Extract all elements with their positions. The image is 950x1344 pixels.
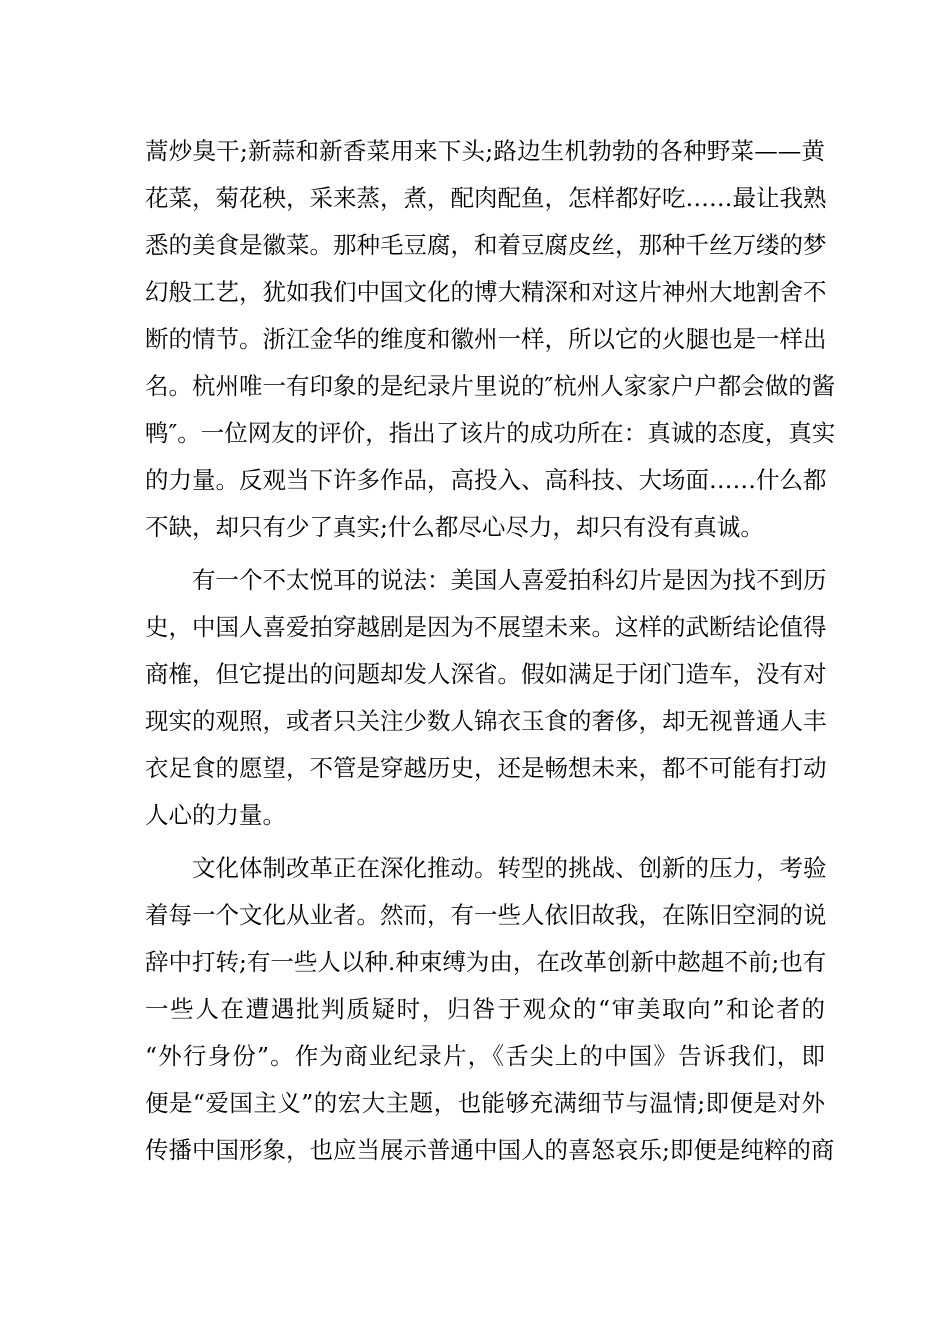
text-line: 商榷，但它提出的问题却发人深省。假如满足于闭门造车，没有对 xyxy=(145,660,827,688)
text-line: 的力量。反观当下许多作品，高投入、高科技、大场面……什么都 xyxy=(145,466,827,494)
text-line: 悉的美食是徽菜。那种毛豆腐，和着豆腐皮丝，那种千丝万缕的梦 xyxy=(145,231,827,259)
text-line: 鸭″。一位网友的评价，指出了该片的成功所在：真诚的态度，真实 xyxy=(145,419,836,447)
text-line: 衣足食的愿望，不管是穿越历史，还是畅想未来，都不可能有打动 xyxy=(145,754,827,782)
text-line: 传播中国形象，也应当展示普通中国人的喜怒哀乐;即便是纯粹的商 xyxy=(145,1136,835,1164)
text-line: 花菜，菊花秧，采来蒸，煮，配肉配鱼，怎样都好吃……最让我熟 xyxy=(145,184,827,212)
text-line: 着每一个文化从业者。然而，有一些人依旧故我，在陈旧空洞的说 xyxy=(145,901,827,929)
text-line: 有一个不太悦耳的说法：美国人喜爱拍科幻片是因为找不到历 xyxy=(192,566,827,594)
text-line: 现实的观照，或者只关注少数人锦衣玉食的奢侈，却无视普通人丰 xyxy=(145,707,827,735)
text-line: 人心的力量。 xyxy=(145,801,286,829)
text-line: 文化体制改革正在深化推动。转型的挑战、创新的压力，考验 xyxy=(192,854,827,882)
text-line: 蒿炒臭干;新蒜和新香菜用来下头;路边生机勃勃的各种野菜——黄 xyxy=(145,137,825,165)
text-line: 不缺，却只有少了真实;什么都尽心尽力，却只有没有真诚。 xyxy=(145,513,764,541)
text-line: 名。杭州唯一有印象的是纪录片里说的″杭州人家家户户都会做的酱 xyxy=(145,372,836,400)
text-line: “外行身份”。作为商业纪录片，《舌尖上的中国》告诉我们，即 xyxy=(145,1042,825,1070)
text-line: 便是“爱国主义”的宏大主题，也能够充满细节与温情;即便是对外 xyxy=(145,1089,825,1117)
text-line: 一些人在遭遇批判质疑时，归咎于观众的“审美取向”和论者的 xyxy=(145,995,825,1023)
text-line: 断的情节。浙江金华的维度和徽州一样，所以它的火腿也是一样出 xyxy=(145,325,827,353)
text-line: 幻般工艺，犹如我们中国文化的博大精深和对这片神州大地割舍不 xyxy=(145,278,827,306)
text-line: 辞中打转;有一些人以种.种束缚为由，在改革创新中趑趄不前;也有 xyxy=(145,948,827,976)
text-line: 史，中国人喜爱拍穿越剧是因为不展望未来。这样的武断结论值得 xyxy=(145,613,827,641)
